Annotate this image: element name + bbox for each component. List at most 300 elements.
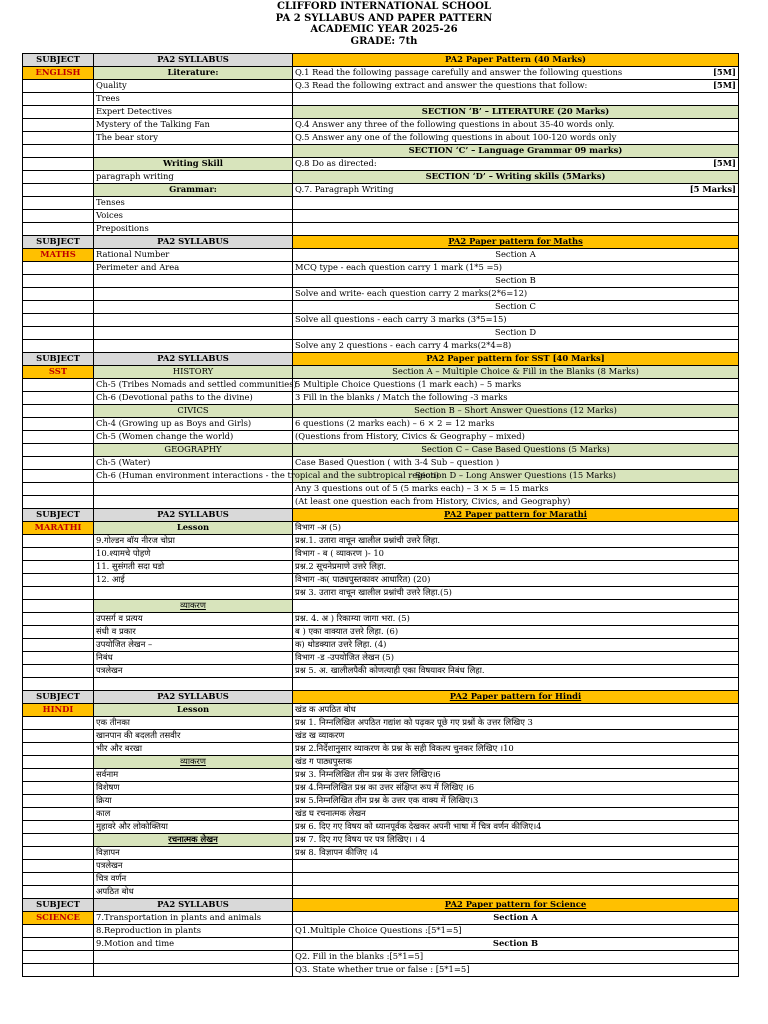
pattern-item-text: 3 Fill in the blanks / Match the following -3 marks (295, 392, 508, 403)
syllabus-item (94, 132, 293, 145)
syllabus-item-text: Lesson (176, 522, 210, 533)
syllabus-item-text: व्याकरण (180, 600, 206, 611)
pattern-item-text: प्रश्न 3. उतारा वाचून खालील प्रश्नांची उत्तरे लिहा.(5) (295, 587, 452, 598)
syllabus-label (94, 691, 293, 704)
syllabus-item (94, 431, 293, 444)
syllabus-item-text: विशेषण (96, 782, 120, 793)
subject-label-text: SUBJECT (36, 236, 80, 247)
subject-cell (23, 964, 94, 977)
spacer-cell (293, 678, 739, 691)
subject-cell (23, 210, 94, 223)
pattern-item-text: Section A (493, 912, 538, 923)
subject-cell (23, 405, 94, 418)
syllabus-label (94, 509, 293, 522)
english-row (23, 80, 739, 93)
syllabus-item-text: Ch-4 (Growing up as Boys and Girls) (96, 418, 252, 429)
syllabus-item (94, 418, 293, 431)
marathi-row (23, 587, 739, 600)
syllabus-item (94, 821, 293, 834)
hindi-row (23, 873, 739, 886)
hindi-subject-name (23, 704, 94, 717)
pattern-item (293, 860, 739, 873)
pattern-item-text: Q.4 Answer any three of the following questions in about 35-40 words only. (295, 119, 615, 130)
english-subject-name-text: ENGLISH (35, 67, 81, 78)
syllabus-item (94, 535, 293, 548)
syllabus-label-text: PA2 SYLLABUS (157, 236, 229, 247)
subject-cell (23, 600, 94, 613)
marks-text: [5 Marks] (689, 184, 736, 195)
hindi-row (23, 886, 739, 899)
syllabus-item (94, 275, 293, 288)
maths-header-row (23, 236, 739, 249)
subject-cell (23, 418, 94, 431)
pattern-item (293, 808, 739, 821)
pattern-item-text: प्रश्न 1. निम्नलिखित अपठित गद्यांश को पढ़कर पूछे गए प्रश्नों के उत्तर लिखिए 3 (295, 717, 533, 728)
english-pattern-title-text: PA2 Paper Pattern (40 Marks) (444, 54, 587, 65)
sst-subject-name (23, 366, 94, 379)
subject-cell (23, 275, 94, 288)
subject-cell (23, 392, 94, 405)
subject-cell (23, 561, 94, 574)
pattern-item-text: (Questions from History, Civics & Geography – mixed) (295, 431, 525, 442)
maths-row (23, 301, 739, 314)
syllabus-item (94, 743, 293, 756)
spacer-cell (23, 678, 94, 691)
hindi-pattern-title-text: PA2 Paper pattern for Hindi (449, 691, 582, 702)
syllabus-item-text: चित्र वर्णन (96, 873, 127, 884)
syllabus-item-text: Ch-5 (Water) (96, 457, 151, 468)
syllabus-item (94, 301, 293, 314)
subject-cell (23, 652, 94, 665)
pattern-item-text: प्रश्न 5.निम्नलिखित तीन प्रश्न के उत्तर एक वाक्य में लिखिए।3 (295, 795, 479, 806)
maths-row (23, 327, 739, 340)
syllabus-item (94, 327, 293, 340)
english-row (23, 119, 739, 132)
syllabus-item-text: खानपान की बदलती तसवीर (96, 730, 181, 741)
english-row (23, 93, 739, 106)
syllabus-item-text: व्याकरण (180, 756, 206, 767)
syllabus-item-text: Ch-5 (Women change the world) (96, 431, 234, 442)
syllabus-item-text: Prepositions (96, 223, 149, 234)
english-row (23, 158, 739, 171)
pattern-item-text: क) थोडक्यात उत्तरे लिहा. (4) (295, 639, 387, 650)
hindi-row (23, 808, 739, 821)
maths-row (23, 288, 739, 301)
subject-cell (23, 431, 94, 444)
subject-label (23, 54, 94, 67)
pattern-item-text: विभाग -ड -उपयोजित लेखन (5) (295, 652, 394, 663)
pattern-item (293, 743, 739, 756)
pattern-item (293, 730, 739, 743)
syllabus-item (94, 938, 293, 951)
marathi-subject-name (23, 522, 94, 535)
pattern-item-text: MCQ type - each question carry 1 mark (1*5 =5) (295, 262, 503, 273)
english-row (23, 67, 739, 80)
syllabus-item (94, 912, 293, 925)
subject-cell (23, 379, 94, 392)
syllabus-item (94, 145, 293, 158)
grade-label: GRADE: 7th (350, 35, 418, 47)
syllabus-item (94, 405, 293, 418)
pattern-item-text: विभाग - ब ( व्याकरण )- 10 (295, 548, 385, 559)
subject-label (23, 899, 94, 912)
subject-cell (23, 743, 94, 756)
sst-row (23, 366, 739, 379)
pattern-item-text: Section D – Long Answer Questions (15 Marks) (414, 470, 617, 481)
hindi-row (23, 860, 739, 873)
marathi-subject-name-text: MARATHI (34, 522, 82, 533)
pattern-item (293, 496, 739, 509)
marks-text: [5M] (712, 158, 736, 169)
subject-cell (23, 730, 94, 743)
syllabus-item (94, 808, 293, 821)
syllabus-item (94, 496, 293, 509)
english-pattern-title (293, 54, 739, 67)
syllabus-label (94, 54, 293, 67)
pattern-item-text: Q.3 Read the following extract and answer the questions that follow: (295, 80, 588, 91)
marathi-row (23, 561, 739, 574)
science-subject-name (23, 912, 94, 925)
syllabus-item (94, 587, 293, 600)
sst-row (23, 379, 739, 392)
subject-cell (23, 158, 94, 171)
hindi-row (23, 704, 739, 717)
pattern-item (293, 223, 739, 236)
subject-cell (23, 782, 94, 795)
pattern-item-text: Q.5 Answer any one of the following questions in about 100-120 words only (295, 132, 617, 143)
syllabus-item-text: पत्रलेखन (96, 665, 123, 676)
syllabus-item (94, 210, 293, 223)
pattern-item (293, 249, 739, 262)
marathi-row (23, 613, 739, 626)
pattern-item (293, 379, 739, 392)
pattern-item (293, 639, 739, 652)
subject-cell (23, 769, 94, 782)
pattern-item (293, 275, 739, 288)
english-row (23, 145, 739, 158)
pattern-item-text: Section C – Case Based Questions (5 Marks) (421, 444, 610, 455)
english-row (23, 132, 739, 145)
pattern-item (293, 431, 739, 444)
sst-row (23, 405, 739, 418)
pattern-item (293, 197, 739, 210)
subject-cell (23, 756, 94, 769)
syllabus-label (94, 236, 293, 249)
syllabus-item-text: 9.गोल्डन बॉय नीरज चोप्रा (96, 535, 175, 546)
pattern-item-text: (At least one question each from History, Civics, and Geography) (295, 496, 571, 507)
subject-cell (23, 795, 94, 808)
syllabus-item-text: Quality (96, 80, 127, 91)
syllabus-item (94, 886, 293, 899)
pattern-item (293, 938, 739, 951)
syllabus-item (94, 873, 293, 886)
pattern-item-text: खंड घ रचनात्मक लेखन (295, 808, 366, 819)
syllabus-item (94, 704, 293, 717)
syllabus-item-text: निबंध (96, 652, 113, 663)
pattern-item-text: विभाग -क( पाठ्यपुस्तकावर आधारित) (20) (295, 574, 431, 585)
subject-cell (23, 574, 94, 587)
syllabus-item (94, 548, 293, 561)
pattern-item (293, 886, 739, 899)
pattern-item (293, 418, 739, 431)
science-pattern-title (293, 899, 739, 912)
marks-text: [5M] (712, 80, 736, 91)
syllabus-item (94, 366, 293, 379)
english-row (23, 223, 739, 236)
marathi-pattern-title (293, 509, 739, 522)
syllabus-item-text: Rational Number (96, 249, 170, 260)
hindi-row (23, 834, 739, 847)
hindi-row (23, 821, 739, 834)
subject-cell (23, 925, 94, 938)
syllabus-item-text: Trees (96, 93, 120, 104)
pattern-item (293, 626, 739, 639)
marathi-row (23, 639, 739, 652)
syllabus-item (94, 158, 293, 171)
pattern-item-text: Case Based Question ( with 3-4 Sub – question ) (295, 457, 500, 468)
pattern-item-text: प्रश्न.2 सूचनेप्रमाणे उत्तरे लिहा. (295, 561, 387, 572)
syllabus-item (94, 197, 293, 210)
syllabus-item (94, 964, 293, 977)
pattern-item (293, 210, 739, 223)
syllabus-item (94, 379, 297, 392)
pattern-item (293, 964, 739, 977)
syllabus-item (94, 925, 293, 938)
pattern-item (293, 314, 739, 327)
syllabus-item-text: उपयोजित लेखन – (96, 639, 153, 650)
subject-label (23, 236, 94, 249)
english-header-row (23, 54, 739, 67)
syllabus-item (94, 249, 293, 262)
syllabus-item-text: मुहावरे और लोकोक्तिया (96, 821, 168, 832)
pattern-item (293, 327, 739, 340)
pattern-item (293, 405, 739, 418)
pattern-item-text: खंड ग पाठ्यपुस्तक (295, 756, 352, 767)
sst-pattern-title (293, 353, 739, 366)
pattern-item-text: प्रश्न 4.निम्नलिखित प्रश्न का उत्तर संक्षिप्त रूप में लिखिए ।6 (295, 782, 475, 793)
hindi-row (23, 756, 739, 769)
subject-cell (23, 886, 94, 899)
subject-label-text: SUBJECT (36, 509, 80, 520)
pattern-item-text: Q2. Fill in the blanks :[5*1=5] (295, 951, 424, 962)
syllabus-label-text: PA2 SYLLABUS (157, 54, 229, 65)
syllabus-item-text: Ch-6 (Human environment interactions - the tropical and the subtropical region) (96, 470, 439, 481)
maths-row (23, 340, 739, 353)
pattern-item (293, 834, 739, 847)
syllabus-item-text: 8.Reproduction in plants (96, 925, 202, 936)
syllabus-item (94, 119, 293, 132)
syllabus-item-text: Ch-5 (Tribes Nomads and settled communities) (96, 379, 297, 390)
pattern-item (293, 912, 739, 925)
syllabus-item-text: अपठित बोध (96, 886, 134, 897)
syllabus-item (94, 171, 293, 184)
pattern-item (293, 67, 739, 80)
subject-cell (23, 119, 94, 132)
syllabus-item-text: GEOGRAPHY (164, 444, 222, 455)
pattern-item-text: Section D (494, 327, 537, 338)
marathi-header-row (23, 509, 739, 522)
pattern-item (293, 925, 739, 938)
pattern-item-text: Section B – Short Answer Questions (12 Marks) (414, 405, 617, 416)
pattern-item-text: खंड ख व्याकरण (295, 730, 345, 741)
pattern-item (293, 769, 739, 782)
marathi-row (23, 574, 739, 587)
sst-row (23, 418, 739, 431)
spacer-row (23, 678, 739, 691)
syllabus-item (94, 184, 293, 197)
sst-header-row (23, 353, 739, 366)
pattern-item-text: Section C (495, 301, 536, 312)
pattern-item (293, 340, 739, 353)
syllabus-item-text: paragraph writing (96, 171, 174, 182)
syllabus-label-text: PA2 SYLLABUS (157, 509, 229, 520)
pattern-item-text: प्रश्न 3. निम्नलिखित तीन प्रश्न के उत्तर लिखिए।6 (295, 769, 441, 780)
subject-cell (23, 717, 94, 730)
maths-subject-name (23, 249, 94, 262)
syllabus-label-text: PA2 SYLLABUS (157, 353, 229, 364)
subject-cell (23, 483, 94, 496)
syllabus-item (94, 860, 293, 873)
subject-cell (23, 106, 94, 119)
subject-cell (23, 197, 94, 210)
syllabus-item-text: CIVICS (177, 405, 209, 416)
subject-cell (23, 184, 94, 197)
pattern-item-text: Q.1 Read the following passage carefully and answer the following questions (295, 67, 623, 78)
english-row (23, 106, 739, 119)
pattern-item (293, 184, 739, 197)
pattern-item (293, 262, 739, 275)
syllabus-item (94, 561, 293, 574)
pattern-item-text: Solve and write- each question carry 2 marks(2*6=12) (295, 288, 528, 299)
sst-row (23, 392, 739, 405)
subject-label (23, 691, 94, 704)
pattern-item (293, 951, 739, 964)
syllabus-item (94, 951, 293, 964)
syllabus-item-text: 9.Motion and time (96, 938, 175, 949)
hindi-row (23, 769, 739, 782)
syllabus-item (94, 444, 293, 457)
science-row (23, 938, 739, 951)
english-subject-name (23, 67, 94, 80)
marathi-row (23, 652, 739, 665)
syllabus-item (94, 67, 293, 80)
subject-cell (23, 327, 94, 340)
hindi-row (23, 782, 739, 795)
maths-row (23, 249, 739, 262)
pattern-item-text: Solve any 2 questions - each carry 4 marks(2*4=8) (295, 340, 512, 351)
syllabus-item (94, 457, 293, 470)
pattern-item (293, 132, 739, 145)
syllabus-item (94, 288, 293, 301)
subject-cell (23, 821, 94, 834)
pattern-item-text: Q.8 Do as directed: (295, 158, 377, 169)
pattern-item-text: Any 3 questions out of 5 (5 marks each) – 3 × 5 = 15 marks (295, 483, 549, 494)
english-row (23, 171, 739, 184)
hindi-row (23, 743, 739, 756)
syllabus-label-text: PA2 SYLLABUS (157, 691, 229, 702)
syllabus-item-text: Lesson (176, 704, 210, 715)
sst-row (23, 470, 739, 483)
sst-subject-name-text: SST (48, 366, 68, 377)
subject-cell (23, 457, 94, 470)
syllabus-table (22, 53, 739, 977)
pattern-item (293, 782, 739, 795)
pattern-item-text: SECTION ‘C’ – Language Grammar 09 marks) (408, 145, 623, 156)
pattern-item (293, 613, 739, 626)
marathi-row (23, 600, 739, 613)
syllabus-item-text: Literature: (167, 67, 219, 78)
syllabus-item-text: सर्वनाम (96, 769, 119, 780)
marks-text: [5M] (712, 67, 736, 78)
syllabus-item (94, 470, 439, 483)
syllabus-label (94, 353, 293, 366)
syllabus-item (94, 665, 293, 678)
pattern-item (293, 119, 739, 132)
subject-cell (23, 314, 94, 327)
maths-pattern-title (293, 236, 739, 249)
maths-row (23, 314, 739, 327)
sst-row (23, 444, 739, 457)
pattern-item-text: खंड क अपठित बोध (295, 704, 356, 715)
pattern-item-text: 6 questions (2 marks each) – 6 × 2 = 12 marks (295, 418, 495, 429)
pattern-item (293, 288, 739, 301)
maths-pattern-title-text: PA2 Paper pattern for Maths (448, 236, 583, 247)
pattern-item (293, 392, 739, 405)
syllabus-item (94, 483, 293, 496)
subject-cell (23, 626, 94, 639)
spacer-cell (94, 678, 293, 691)
sst-row (23, 457, 739, 470)
syllabus-item (94, 522, 293, 535)
science-header-row (23, 899, 739, 912)
document-header (0, 0, 768, 47)
syllabus-item-text: संधी व प्रकार (96, 626, 136, 637)
syllabus-item-text: एक तीनका (96, 717, 130, 728)
subject-cell (23, 613, 94, 626)
syllabus-item-text: Expert Detectives (96, 106, 172, 117)
science-pattern-title-text: PA2 Paper pattern for Science (444, 899, 587, 910)
syllabus-item (94, 574, 293, 587)
pattern-item (293, 457, 739, 470)
pattern-item-text: प्रश्न 7. दिए गए विषय पर पत्र लिखिए। । 4 (295, 834, 426, 845)
pattern-item (293, 821, 739, 834)
pattern-item-text: Section A (495, 249, 536, 260)
english-row (23, 184, 739, 197)
syllabus-item-text: विज्ञापन (96, 847, 120, 858)
syllabus-item (94, 223, 293, 236)
subject-cell (23, 301, 94, 314)
hindi-row (23, 795, 739, 808)
syllabus-item (94, 106, 293, 119)
syllabus-item-text: 10.श्यामचे पोहणे (96, 548, 151, 559)
pattern-item (293, 704, 739, 717)
syllabus-item (94, 769, 293, 782)
subject-cell (23, 132, 94, 145)
pattern-item-text: SECTION ‘D’ – Writing skills (5Marks) (425, 171, 606, 182)
hindi-row (23, 717, 739, 730)
syllabus-item-text: The bear story (96, 132, 159, 143)
pattern-item-text: प्रश्न 5. अ. खालीलपैकी कोणत्याही एका विषयावर निबंध लिहा. (295, 665, 485, 676)
document-title: PA 2 SYLLABUS AND PAPER PATTERN (275, 12, 493, 24)
subject-label (23, 509, 94, 522)
syllabus-item (94, 93, 293, 106)
subject-cell (23, 665, 94, 678)
syllabus-item (94, 717, 293, 730)
sst-row (23, 483, 739, 496)
pattern-item (293, 93, 739, 106)
syllabus-item (94, 392, 293, 405)
subject-cell (23, 93, 94, 106)
